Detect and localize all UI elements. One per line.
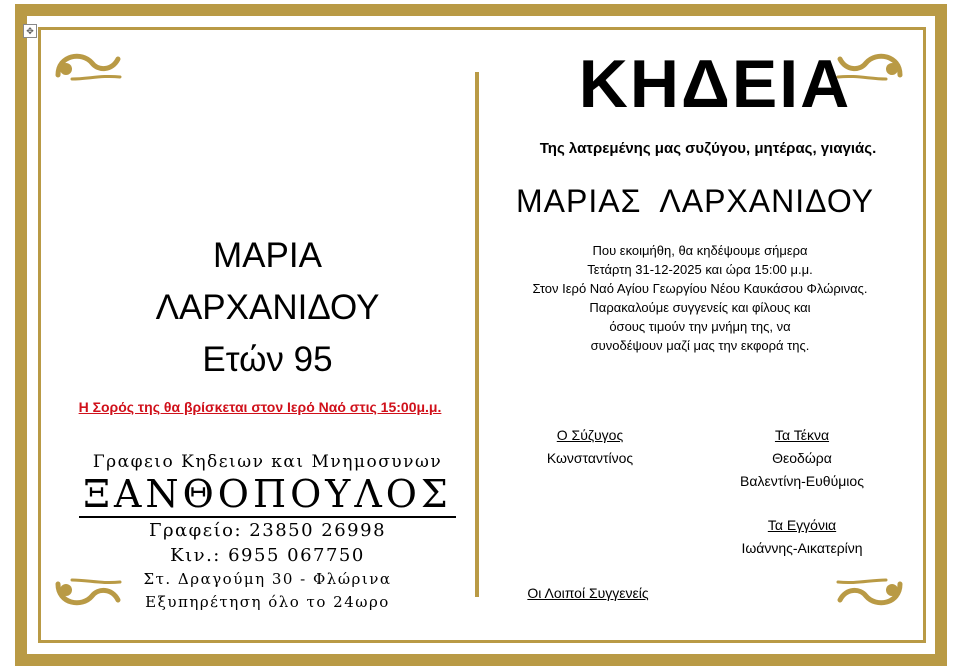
move-anchor-icon[interactable]: ✥ bbox=[23, 24, 37, 38]
announce-line: Παρακαλούμε συγγενείς και φίλους και bbox=[589, 300, 811, 315]
left-surname: ΛΑΡΧΑΝΙΔΟΥ bbox=[155, 288, 380, 327]
deceased-name: ΜΑΡΙΑΣ ΛΑΡΧΑΝΙΔΟΥ bbox=[515, 183, 875, 219]
children-heading: Τα Τέκνα bbox=[774, 427, 830, 443]
children-name-2: Βαλεντίνη-Ευθύμιος bbox=[740, 473, 864, 489]
children-block bbox=[712, 424, 892, 493]
grandchildren-names: Ιωάννης-Αικατερίνη bbox=[741, 540, 863, 556]
announcement-text bbox=[480, 241, 920, 355]
grandchildren-block bbox=[712, 514, 892, 560]
announce-line: Στον Ιερό Ναό Αγίου Γεωργίου Νέου Καυκάσου Φλώρινας. bbox=[532, 281, 868, 296]
office-address: Στ. Δραγούμη 30 - Φλώρινα bbox=[143, 570, 392, 588]
office-mobile: Κιν.: 6955 067750 bbox=[170, 545, 365, 566]
funeral-office-block bbox=[40, 452, 495, 614]
spouse-block bbox=[520, 424, 660, 470]
ornament-top-left-icon bbox=[52, 45, 126, 85]
other-relatives: Οι Λοιποί Συγγενείς bbox=[527, 585, 649, 601]
left-first-name: ΜΑΡΙΑ bbox=[213, 236, 322, 275]
notice-title: ΚΗΔΕΙΑ bbox=[578, 46, 852, 122]
announce-line: Που εκοιμήθη, θα κηδέψουμε σήμερα bbox=[592, 243, 808, 258]
announce-line: συνοδέψουν μαζί μας την εκφορά της. bbox=[590, 338, 810, 353]
spouse-name: Κωνσταντίνος bbox=[546, 450, 634, 466]
ornament-bottom-right-icon bbox=[832, 574, 906, 614]
office-hours: Εξυπηρέτηση όλο το 24ωρο bbox=[145, 593, 390, 611]
announce-line: Τετάρτη 31-12-2025 και ώρα 15:00 μ.μ. bbox=[587, 262, 813, 277]
left-age: Ετών 95 bbox=[202, 340, 333, 379]
office-phone: Γραφείο: 23850 26998 bbox=[148, 520, 387, 541]
other-relatives-block bbox=[498, 582, 678, 605]
spouse-heading: Ο Σύζυγος bbox=[556, 427, 624, 443]
office-brand: ΞΑΝΘΟΠΟΥΛΟΣ bbox=[79, 472, 456, 518]
grandchildren-heading: Τα Εγγόνια bbox=[767, 517, 837, 533]
notice-subtitle: Της λατρεμένης μας συζύγου, μητέρας, γιαγιάς. bbox=[539, 140, 877, 157]
coffin-location-note: Η Σορός της θα βρίσκεται στον Ιερό Ναό στις 15:00μ.μ. bbox=[78, 399, 442, 415]
announce-line: όσους τιμούν την μνήμη της, να bbox=[609, 319, 791, 334]
office-title: Γραφειο Κηδειων και Μνημοσυνων bbox=[92, 452, 443, 472]
children-name-1: Θεοδώρα bbox=[772, 450, 832, 466]
left-name-block bbox=[40, 230, 495, 386]
